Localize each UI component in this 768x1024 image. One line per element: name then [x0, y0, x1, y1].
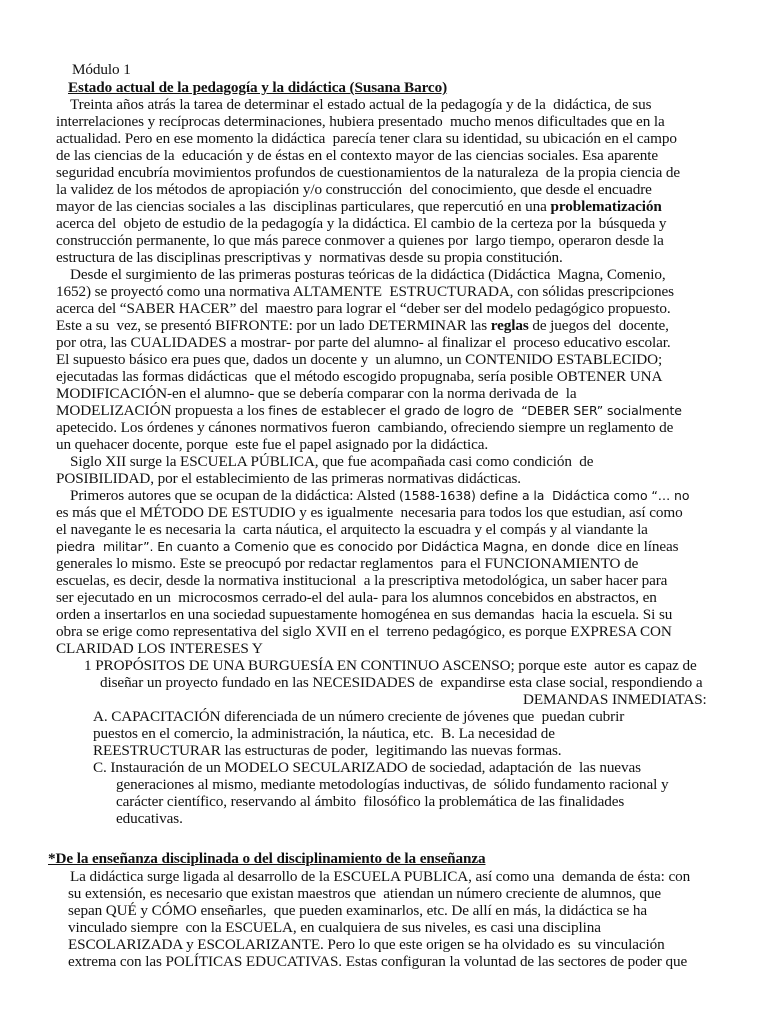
text-span-sans: (1588-1638) define a la Didáctica como “… no: [398, 488, 690, 503]
text-line: CLARIDAD LOS INTERESES Y: [56, 640, 263, 657]
text-span: mayor de las ciencias sociales a las disciplinas particulares, que repercutió en una: [56, 198, 551, 215]
text-line: DEMANDAS INMEDIATAS:: [523, 691, 707, 708]
text-line: ESCOLARIZADA y ESCOLARIZANTE. Pero lo que este origen se ha olvidado es su vinculación: [68, 936, 665, 953]
text-span: Este a su vez, se presentó BIFRONTE: por un lado DETERMINAR las: [56, 317, 491, 334]
text-line: educativas.: [116, 810, 183, 827]
text-line: [56, 402, 682, 419]
text-line: POSIBILIDAD, por el establecimiento de las primeras normativas didácticas.: [56, 470, 521, 487]
text-span: de juegos del docente,: [528, 317, 669, 334]
text-span-sans: piedra militar”. En cuanto a Comenio que es conocido por Didáctica Magna, en donde: [56, 539, 590, 554]
text-line: Treinta años atrás la tarea de determinar el estado actual de la pedagogía y de la didáctica, de sus: [70, 96, 652, 113]
text-span: Primeros autores que se ocupan de la didáctica: Alsted: [70, 487, 399, 504]
bold-term-problematizacion: problematización: [550, 198, 662, 215]
text-span: dice en líneas: [589, 538, 679, 555]
text-line: ejecutadas las formas didácticas que el método escogido propugnaba, sería posible OBTENER UNA: [56, 368, 663, 385]
text-line: un quehacer docente, porque este fue el papel asignado por la didáctica.: [56, 436, 489, 453]
text-line: El supuesto básico era pues que, dados un docente y un alumno, un CONTENIDO ESTABLECIDO;: [56, 351, 663, 368]
text-span-sans: fines de establecer el grado de logro de “DEBER SER” socialmente: [268, 403, 682, 418]
text-line: interrelaciones y recíprocas determinaciones, hubiera presentado mucho menos dificultades que en la: [56, 113, 665, 130]
text-line: vinculado siempre con la ESCUELA, en cualquiera de sus niveles, es casi una disciplina: [68, 919, 601, 936]
list-item-a: A. CAPACITACIÓN diferenciada de un número creciente de jóvenes que puedan cubrir: [93, 708, 625, 725]
text-span: MODELIZACIÓN propuesta a los: [56, 402, 269, 419]
text-line: MODIFICACIÓN-en el alumno- que se debería comparar con la norma derivada de la: [56, 385, 577, 402]
text-line: apetecido. Los órdenes y cánones normativos fueron cambiando, ofreciendo siempre un reglamento de: [56, 419, 674, 436]
section-heading-estado-actual: Estado actual de la pedagogía y la didáctica (Susana Barco): [68, 79, 448, 96]
text-line: Desde el surgimiento de las primeras posturas teóricas de la didáctica (Didáctica Magna, Comenio,: [70, 266, 666, 283]
text-line: [56, 317, 669, 334]
text-line: La didáctica surge ligada al desarrollo de la ESCUELA PUBLICA, así como una demanda de ésta: con: [70, 868, 691, 885]
text-line: extrema con las POLÍTICAS EDUCATIVAS. Estas configuran la voluntad de las sectores de poder que: [68, 953, 688, 970]
text-line: generales lo mismo. Este se preocupó por redactar reglamentos para el FUNCIONAMIENTO de: [56, 555, 639, 572]
text-line: Siglo XII surge la ESCUELA PÚBLICA, que fue acompañada casi como condición de: [70, 453, 594, 470]
text-line: puestos en el comercio, la administración, la náutica, etc. B. La necesidad de: [93, 725, 555, 742]
text-line: construcción permanente, lo que más parece conmover a quienes por largo tiempo, operaron desde la: [56, 232, 664, 249]
text-line: por otra, las CUALIDADES a mostrar- por parte del alumno- al finalizar el proceso educativo escolar.: [56, 334, 671, 351]
text-line: el navegante le es necesaria la carta náutica, el arquitecto la escuadra y el compás y al viandante la: [56, 521, 648, 538]
text-line: actualidad. Pero en ese momento la didáctica parecía tener clara su identidad, su ubicación en el campo: [56, 130, 677, 147]
text-line: estructura de las disciplinas prescriptivas y normativas desde su propia constitución.: [56, 249, 563, 266]
text-line: acerca del objeto de estudio de la pedagogía y la didáctica. El cambio de la certeza por la búsqueda y: [56, 215, 667, 232]
section-heading-ensenanza-disciplinada: *De la enseñanza disciplinada o del disciplinamiento de la enseñanza: [48, 850, 486, 867]
list-item-1: 1 PROPÓSITOS DE UNA BURGUESÍA EN CONTINUO ASCENSO; porque este autor es capaz de: [84, 657, 697, 674]
text-line: generaciones al mismo, mediante metodologías inductivas, de sólido fundamento racional y: [116, 776, 669, 793]
module-label: Módulo 1: [72, 61, 131, 78]
text-line: seguridad encubría movimientos profundos de cuestionamientos de la naturaleza de la propia ciencia de: [56, 164, 681, 181]
text-line: REESTRUCTURAR las estructuras de poder, legitimando las nuevas formas.: [93, 742, 562, 759]
list-item-c: C. Instauración de un MODELO SECULARIZADO de sociedad, adaptación de las nuevas: [93, 759, 641, 776]
text-line: diseñar un proyecto fundado en las NECESIDADES de expandirse esta clase social, respondiendo a: [100, 674, 703, 691]
text-line: la validez de los métodos de apropiación y/o construcción del conocimiento, que desde el encuadre: [56, 181, 652, 198]
text-line: 1652) se proyectó como una normativa ALTAMENTE ESTRUCTURADA, con sólidas prescripciones: [56, 283, 674, 300]
text-line: su extensión, es necesario que existan maestros que atiendan un número creciente de alumnos, que: [68, 885, 661, 902]
text-line: es más que el MÉTODO DE ESTUDIO y es igualmente necesaria para todos los que estudian, así como: [56, 504, 683, 521]
text-line: obra se erige como representativa del siglo XVII en el terreno pedagógico, es porque EXPRESA CON: [56, 623, 672, 640]
text-line: carácter científico, reservando al ámbito filosófico la problemática de las finalidades: [116, 793, 625, 810]
text-line: orden a insertarlos en una sociedad supuestamente homogénea en sus demandas hacia la escuela. Si su: [56, 606, 673, 623]
text-line: [56, 538, 678, 555]
text-line: ser ejecutado en un microcosmos cerrado-el del aula- para los alumnos concebidos en abstractos, en: [56, 589, 657, 606]
text-line: [70, 487, 689, 504]
text-line: sepan QUÉ y CÓMO enseñarles, que pueden examinarlos, etc. De allí en más, la didáctica se ha: [68, 902, 648, 919]
text-line: [56, 198, 662, 215]
text-line: de las ciencias de la educación y de éstas en el contexto mayor de las ciencias sociales. Esa aparente: [56, 147, 658, 164]
bold-term-reglas: reglas: [490, 317, 529, 334]
text-line: escuelas, es decir, desde la normativa institucional a la prescriptiva metodológica, un saber hacer para: [56, 572, 668, 589]
text-line: acerca del “SABER HACER” del maestro para lograr el “deber ser del modelo pedagógico propuesto.: [56, 300, 671, 317]
